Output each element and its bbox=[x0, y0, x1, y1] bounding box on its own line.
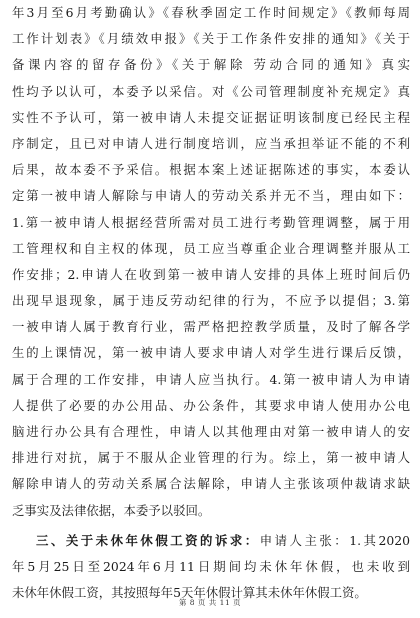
text-line: 未休年休假工资，其按照每年5天年休假计算其未休年休假工资。 bbox=[12, 585, 367, 601]
text-line: 出现早退现象，属于违反劳动纪律的行为，不应予以提倡；3.第 bbox=[12, 293, 410, 309]
body-text bbox=[12, 0, 410, 606]
text-line: 后果，故本委不予采信。根据本案上述证据陈述的事实，本委认 bbox=[12, 162, 410, 178]
text-line: 工作计划表》《月绩效申报》《关于工作条件安排的通知》《关于 bbox=[12, 31, 410, 47]
text-line: 序制定，且已对申请人进行制度培训，应当承担举证不能的不利 bbox=[12, 135, 410, 151]
text-line: 解除申请人的劳动关系属合法解除，申请人主张该项仲裁请求缺 bbox=[12, 476, 410, 492]
text-line: 脑进行办公具有合理性，申请人以其他理由对第一被申请人的安 bbox=[12, 424, 410, 439]
section-3-first-line bbox=[12, 528, 410, 554]
text-line: 实性不予认可，第一被申请人未提交证据证明该制度已经民主程 bbox=[12, 109, 410, 125]
text-line: 工管理权和自主权的体现，员工应当尊重企业合理调整并服从工 bbox=[12, 240, 410, 256]
text-line: 1.第一被申请人根据经营所需对员工进行考勤管理调整，属于用 bbox=[12, 214, 410, 230]
text-line: 年5月25日至2024年6月11日期间均未休年休假，也未收到 bbox=[12, 558, 410, 574]
text-line: 作安排；2.申请人在收到第一被申请人安排的具体上班时间后仍 bbox=[12, 266, 410, 282]
text-line: 人提供了必要的办公用品、办公条件，其要求申请人使用办公电 bbox=[12, 397, 410, 413]
text-line: 乏事实及法律依据，本委予以驳回。 bbox=[12, 502, 211, 518]
text-line: 一被申请人属于教育行业，需严格把控教学质量，及时了解各学 bbox=[12, 319, 410, 335]
page-number-footer: 第 8 页 共 11 页 bbox=[178, 598, 242, 607]
text-line: 属于合理的工作安排，申请人应当执行。4.第一被申请人为申请 bbox=[12, 371, 410, 387]
section-3-heading: 三、关于未休年休假工资的诉求： bbox=[36, 532, 260, 548]
text-line: 性均予以认可，本委予以采信。对《公司管理制度补充规定》真 bbox=[12, 83, 410, 99]
text-line: 备课内容的留存备份》《关于解除 劳动合同的通知》真实 bbox=[12, 57, 410, 73]
text-line: 生的上课情况，第一被申请人要求申请人对学生进行课后反馈， bbox=[12, 345, 410, 361]
text-line: 年3月至6月考勤确认》《春秋季固定工作时间规定》《教师每周 bbox=[12, 5, 410, 20]
text-line: 定第一被申请人解除与申请人的劳动关系并无不当，理由如下： bbox=[12, 188, 410, 204]
section-3-text: 申请人主张：1.其2020 bbox=[259, 532, 410, 548]
text-line: 排进行对抗，属于不服从企业管理的行为。综上，第一被申请人 bbox=[12, 450, 410, 466]
